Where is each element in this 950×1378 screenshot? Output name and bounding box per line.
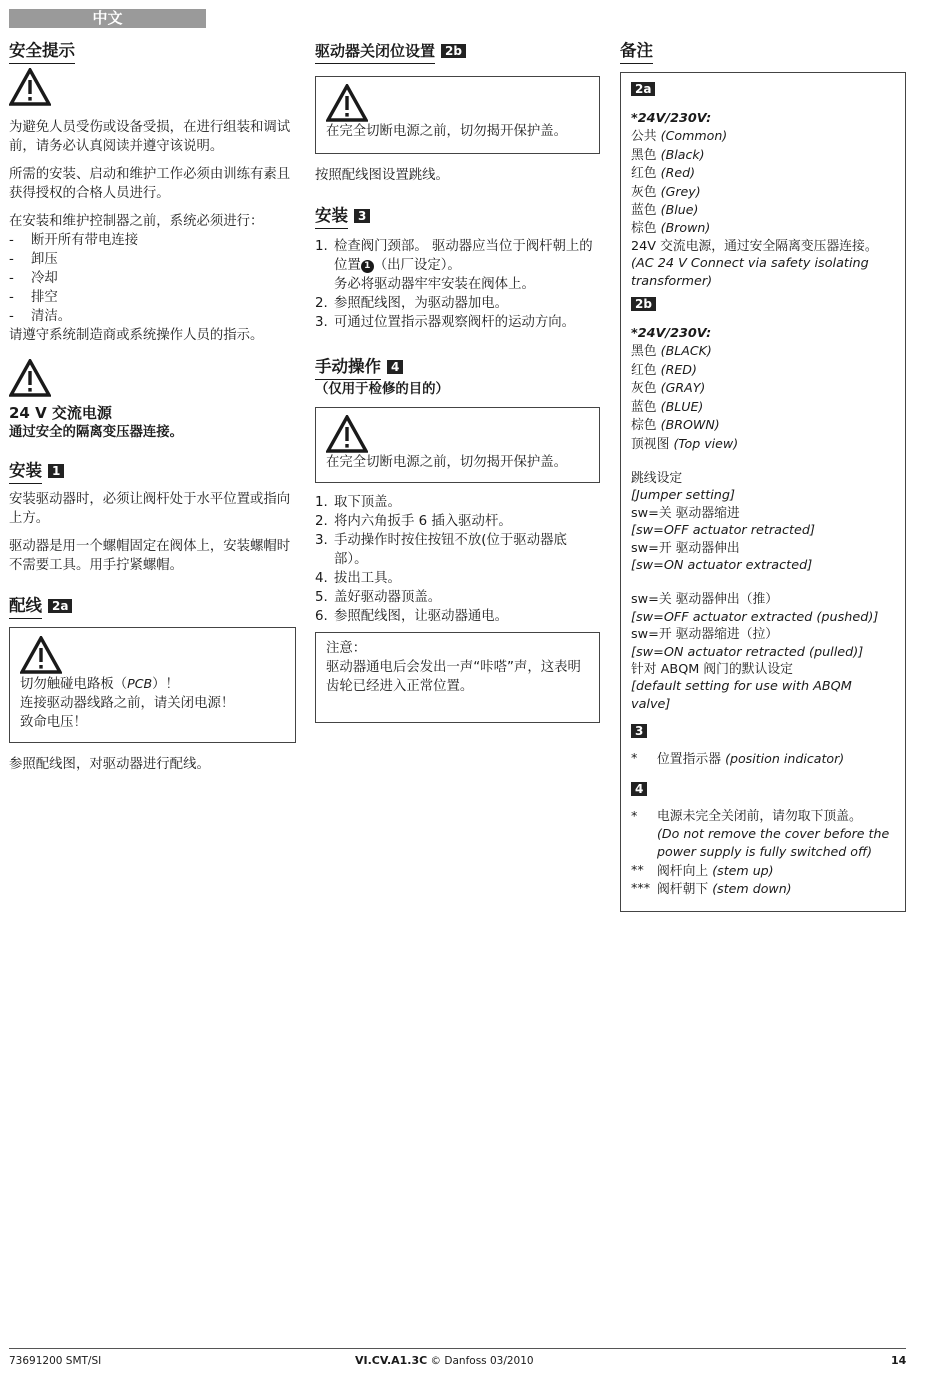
warning-triangle-icon bbox=[20, 636, 62, 674]
warning-triangle-icon bbox=[9, 68, 51, 106]
ac-note: 24V 交流电源，通过安全隔离变压器连接。 bbox=[631, 238, 878, 254]
list-item: 4. 拔出工具。 bbox=[315, 571, 401, 586]
list-item: - 断开所有带电连接 bbox=[9, 231, 296, 250]
jumper-line: sw=开 驱动器缩进（拉） bbox=[631, 627, 779, 643]
safety-heading: 安全提示 bbox=[9, 40, 75, 64]
list-item: 3. 可通过位置指示器观察阀杆的运动方向。 bbox=[315, 315, 576, 330]
jumper-line-en: [sw=OFF actuator extracted (pushed)] bbox=[631, 609, 879, 625]
column-left bbox=[9, 40, 296, 774]
jumper-line-en: [default setting for use with ABQM valve] bbox=[631, 679, 852, 712]
safety-paragraph-3: 在安装和维护控制器之前，系统必须进行： bbox=[9, 214, 264, 229]
footer-divider bbox=[9, 1348, 906, 1349]
install-steps bbox=[315, 237, 600, 332]
list-item: 棕色 (Brown) bbox=[631, 220, 711, 237]
note-text: 驱动器通电后会发出一声“咔嗒”声，这表明齿轮已经进入正常位置。 bbox=[326, 660, 581, 694]
notes-heading: 备注 bbox=[620, 40, 653, 64]
list-item: * 位置指示器 (position indicator) bbox=[631, 751, 845, 768]
warning-triangle-icon bbox=[9, 359, 51, 397]
list-item: 红色 (Red) bbox=[631, 165, 695, 182]
figure-badge: 3 bbox=[354, 209, 370, 223]
closing-warning-text: 在完全切断电源之前，切勿揭开保护盖。 bbox=[326, 124, 568, 139]
note-box bbox=[315, 632, 600, 723]
manual-warning-text: 在完全切断电源之前，切勿揭开保护盖。 bbox=[326, 455, 568, 470]
list-item: 2. 参照配线图，为驱动器加电。 bbox=[315, 296, 509, 311]
list-item: 黑色 (BLACK) bbox=[631, 343, 712, 360]
voltage-label: *24V/230V: bbox=[631, 111, 712, 126]
manual-warning-box bbox=[315, 407, 600, 483]
safety-paragraph-4: 请遵守系统制造商或系统操作人员的指示。 bbox=[9, 328, 264, 343]
list-item: ** 阀杆向上 (stem up) bbox=[631, 862, 774, 879]
footer-doc-number: 73691200 SMT/SI bbox=[9, 1355, 102, 1367]
safety-list bbox=[9, 231, 296, 326]
closing-paragraph: 按照配线图设置跳线。 bbox=[315, 168, 449, 183]
list-item: 顶视图 (Top view) bbox=[631, 435, 739, 452]
wiring-paragraph: 参照配线图，对驱动器进行配线。 bbox=[9, 757, 210, 772]
power-heading: 24 V 交流电源 bbox=[9, 404, 112, 422]
figure-badge: 2b bbox=[441, 44, 466, 58]
list-item: 5. 盖好驱动器顶盖。 bbox=[315, 590, 442, 605]
list-item: 蓝色 (Blue) bbox=[631, 202, 699, 219]
list-item: * 电源未完全关闭前，请勿取下顶盖。 (Do not remove the cover before the power supply is fully switched off) bbox=[631, 808, 890, 860]
list-item: 1. 检查阀门颈部。 驱动器应当位于阀杆朝上的位置 1 （出厂设定）。 务必将驱动器牢牢安装在阀体上。 bbox=[315, 239, 593, 292]
manual-heading: 手动操作 bbox=[315, 356, 381, 380]
jumper-line-en: [sw=OFF actuator retracted] bbox=[631, 523, 816, 539]
jumper-line-en: [sw=ON actuator extracted] bbox=[631, 557, 813, 573]
figure-badge: 4 bbox=[631, 782, 647, 796]
jumper-line: sw=关 驱动器伸出（推） bbox=[631, 592, 779, 608]
list-item: *** 阀杆朝下 (stem down) bbox=[631, 881, 792, 898]
figure-badge: 2a bbox=[48, 599, 72, 613]
list-item: 灰色 (GRAY) bbox=[631, 380, 706, 397]
list-item: 2. 将内六角扳手 6 插入驱动杆。 bbox=[315, 514, 512, 529]
wiring-warning-line-1: 切勿触碰电路板（PCB）！ bbox=[20, 676, 179, 692]
install-paragraph-2: 驱动器是用一个螺帽固定在阀体上，安装螺帽时不需要工具。用手拧紧螺帽。 bbox=[9, 539, 291, 573]
power-subheading: 通过安全的隔离变压器连接。 bbox=[9, 425, 184, 440]
figure-badge: 1 bbox=[48, 464, 64, 478]
closing-warning-box bbox=[315, 76, 600, 154]
list-item: 蓝色 (BLUE) bbox=[631, 398, 704, 415]
column-middle bbox=[315, 40, 600, 723]
figure-badge: 2b bbox=[631, 297, 656, 311]
list-item: 棕色 (BROWN) bbox=[631, 417, 720, 434]
list-item: 1. 取下顶盖。 bbox=[315, 495, 401, 510]
list-item: 灰色 (Grey) bbox=[631, 183, 701, 200]
jumper-line: sw=关 驱动器缩进 bbox=[631, 505, 740, 521]
notes-box bbox=[620, 72, 906, 912]
page-number: 14 bbox=[891, 1354, 907, 1367]
language-tab: 中文 bbox=[9, 9, 206, 28]
figure-badge: 4 bbox=[387, 360, 403, 374]
jumper-title: 跳线设定 bbox=[631, 470, 683, 486]
install-paragraph-1: 安装驱动器时，必须让阀杆处于水平位置或指向上方。 bbox=[9, 492, 291, 526]
wiring-warning-line-3: 致命电压！ bbox=[20, 715, 87, 730]
safety-paragraph-1: 为避免人员受伤或设备受损，在进行组装和调试前，请务必认真阅读并遵守该说明。 bbox=[9, 120, 291, 154]
list-item: 6. 参照配线图，让驱动器通电。 bbox=[315, 609, 509, 624]
footer-code: VI.CV.A1.3C © Danfoss 03/2010 bbox=[355, 1354, 534, 1367]
note-title: 注意： bbox=[326, 641, 367, 656]
wiring-warning-box bbox=[9, 627, 296, 743]
ac-note-en: (AC 24 V Connect via safety isolating transformer) bbox=[631, 256, 869, 289]
list-item: - 排空 bbox=[9, 288, 296, 307]
manual-steps bbox=[315, 493, 600, 626]
jumper-line-en: [sw=ON actuator retracted (pulled)] bbox=[631, 644, 864, 660]
warning-triangle-icon bbox=[326, 84, 368, 122]
figure-badge: 3 bbox=[631, 724, 647, 738]
wiring-heading: 配线 bbox=[9, 595, 42, 619]
voltage-label: *24V/230V: bbox=[631, 326, 712, 342]
figure-badge: 2a bbox=[631, 82, 655, 96]
list-item: 公共 (Common) bbox=[631, 128, 728, 145]
jumper-title-en: [Jumper setting] bbox=[631, 488, 736, 504]
list-item: 3. 手动操作时按住按钮不放(位于驱动器底部）。 bbox=[315, 533, 567, 567]
column-right bbox=[620, 40, 906, 912]
list-item: - 冷却 bbox=[9, 269, 296, 288]
list-item: - 清洁。 bbox=[9, 307, 296, 326]
list-item: - 卸压 bbox=[9, 250, 296, 269]
install-heading: 安装 bbox=[9, 460, 42, 484]
jumper-line: sw=开 驱动器伸出 bbox=[631, 540, 740, 556]
manual-subheading: （仅用于检修的目的） bbox=[315, 382, 449, 397]
list-item: 黑色 (Black) bbox=[631, 146, 705, 163]
warning-triangle-icon bbox=[326, 415, 368, 453]
install-heading-3: 安装 bbox=[315, 205, 348, 229]
wiring-warning-line-2: 连接驱动器线路之前，请关闭电源！ bbox=[20, 696, 235, 711]
list-item: 红色 (RED) bbox=[631, 361, 697, 378]
safety-paragraph-2: 所需的安装、启动和维护工作必须由训练有素且获得授权的合格人员进行。 bbox=[9, 167, 291, 201]
closing-heading: 驱动器关闭位设置 bbox=[315, 40, 435, 64]
jumper-line: 针对 ABQM 阀门的默认设定 bbox=[631, 661, 793, 677]
